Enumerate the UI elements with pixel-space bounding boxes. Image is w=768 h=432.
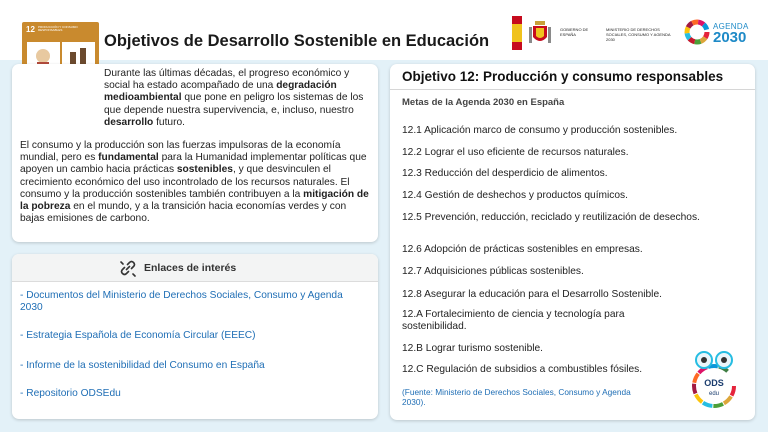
meta-item: 12.3 Reducción del desperdicio de alimentos. bbox=[402, 168, 608, 179]
gobierno-logo bbox=[512, 16, 682, 50]
agenda-word: AGENDA bbox=[713, 22, 749, 31]
text-run: para la Humanidad implementar políticas que apoyen un cambio hacia prácticas bbox=[20, 152, 367, 176]
coat-of-arms-icon bbox=[526, 19, 554, 47]
meta-item: 12.6 Adopción de prácticas sostenibles en empresas. bbox=[402, 244, 643, 255]
bold-text: fundamental bbox=[98, 152, 159, 164]
meta-item: 12.A Fortalecimiento de ciencia y tecnología para sostenibilidad. bbox=[402, 309, 625, 332]
meta-item: 12.2 Lograr el uso eficiente de recursos naturales. bbox=[402, 147, 629, 158]
link-repositorio-odsedu[interactable]: - Repositorio ODSEdu bbox=[20, 388, 121, 399]
odsedu-mascot-icon bbox=[682, 348, 746, 412]
links-card bbox=[12, 254, 378, 419]
meta-item: 12.5 Prevención, reducción, reciclado y reutilización de desechos. bbox=[402, 212, 700, 223]
sdg-number: 12 bbox=[26, 25, 35, 34]
source-note: (Fuente: Ministerio de Derechos Sociales, Consumo y Agenda 2030). bbox=[402, 387, 631, 407]
text-run: El consumo y la producción son las fuerzas impulsoras de la economía mundial, pero es bbox=[20, 140, 341, 164]
gobierno-text: GOBIERNO DE ESPAÑA bbox=[560, 27, 589, 37]
goal-title: Objetivo 12: Producción y consumo responsables bbox=[402, 69, 724, 84]
meta-item: 12.7 Adquisiciones públicas sostenibles. bbox=[402, 266, 584, 277]
agenda-2030-logo bbox=[683, 18, 749, 48]
sdg-caption: PRODUCCIÓN Y CONSUMO RESPONSABLES bbox=[38, 25, 78, 32]
goal-divider bbox=[390, 89, 755, 90]
link-informe-sostenibilidad-consumo[interactable]: - Informe de la sostenibilidad del Consumo en España bbox=[20, 360, 265, 371]
intro-card bbox=[12, 64, 378, 242]
bold-text: degradación medioambiental bbox=[104, 80, 337, 104]
mascot-ods-text: ODS bbox=[704, 378, 724, 388]
text-run: que pone en peligro los sistemas de los que depende nuestra supervivencia, e, incluso, nuestro bbox=[104, 92, 364, 116]
text-run: futuro. bbox=[153, 116, 185, 128]
meta-item: 12.C Regulación de subsidios a combustibles fósiles. bbox=[402, 364, 643, 375]
page-title: Objetivos de Desarrollo Sostenible en Educación bbox=[104, 32, 490, 50]
meta-item: 12.B Lograr turismo sostenible. bbox=[402, 343, 543, 354]
bold-text: sostenibles bbox=[176, 164, 233, 176]
goal-subtitle: Metas de la Agenda 2030 en España bbox=[402, 97, 565, 108]
bold-text: mitigación de la pobreza bbox=[20, 188, 369, 213]
intro-paragraph-2 bbox=[20, 140, 372, 225]
text-run: en el mundo, y a la transición hacia economías verdes y con bajas emisiones de carbono. bbox=[20, 201, 347, 225]
links-header bbox=[12, 254, 378, 282]
meta-item: 12.8 Asegurar la educación para el Desarrollo Sostenible. bbox=[402, 289, 662, 300]
link-estrategia-economia-circular[interactable]: - Estrategia Española de Economía Circular (EEEC) bbox=[20, 330, 256, 341]
links-title: Enlaces de interés bbox=[144, 262, 237, 274]
link-documentos-ministerio[interactable]: - Documentos del Ministerio de Derechos Sociales, Consumo y Agenda 2030 bbox=[20, 290, 343, 313]
spain-flag-icon bbox=[512, 16, 522, 50]
link-chain-icon bbox=[119, 259, 137, 277]
intro-paragraph-1 bbox=[104, 68, 372, 129]
ministerio-text: MINISTERIO DE DERECHOS SOCIALES, CONSUMO Y AGENDA 2030 bbox=[606, 27, 671, 42]
sdg-wheel-icon bbox=[683, 18, 711, 46]
mascot-edu-text: edu bbox=[708, 391, 720, 397]
goal-card bbox=[390, 64, 755, 420]
agenda-year: 2030 bbox=[713, 29, 747, 46]
bold-text: desarrollo bbox=[104, 116, 154, 128]
meta-item: 12.4 Gestión de deshechos y productos químicos. bbox=[402, 190, 628, 201]
meta-item: 12.1 Aplicación marco de consumo y producción sostenibles. bbox=[402, 125, 678, 136]
text-run: Durante las últimas décadas, el progreso económico y social ha estado acompañado de una bbox=[104, 68, 350, 92]
text-run: , y que desvinculen el crecimiento económico del uso incontrolado de los recursos naturales. El consumo y la producción sostenibles también contribuyen a la bbox=[20, 164, 350, 200]
